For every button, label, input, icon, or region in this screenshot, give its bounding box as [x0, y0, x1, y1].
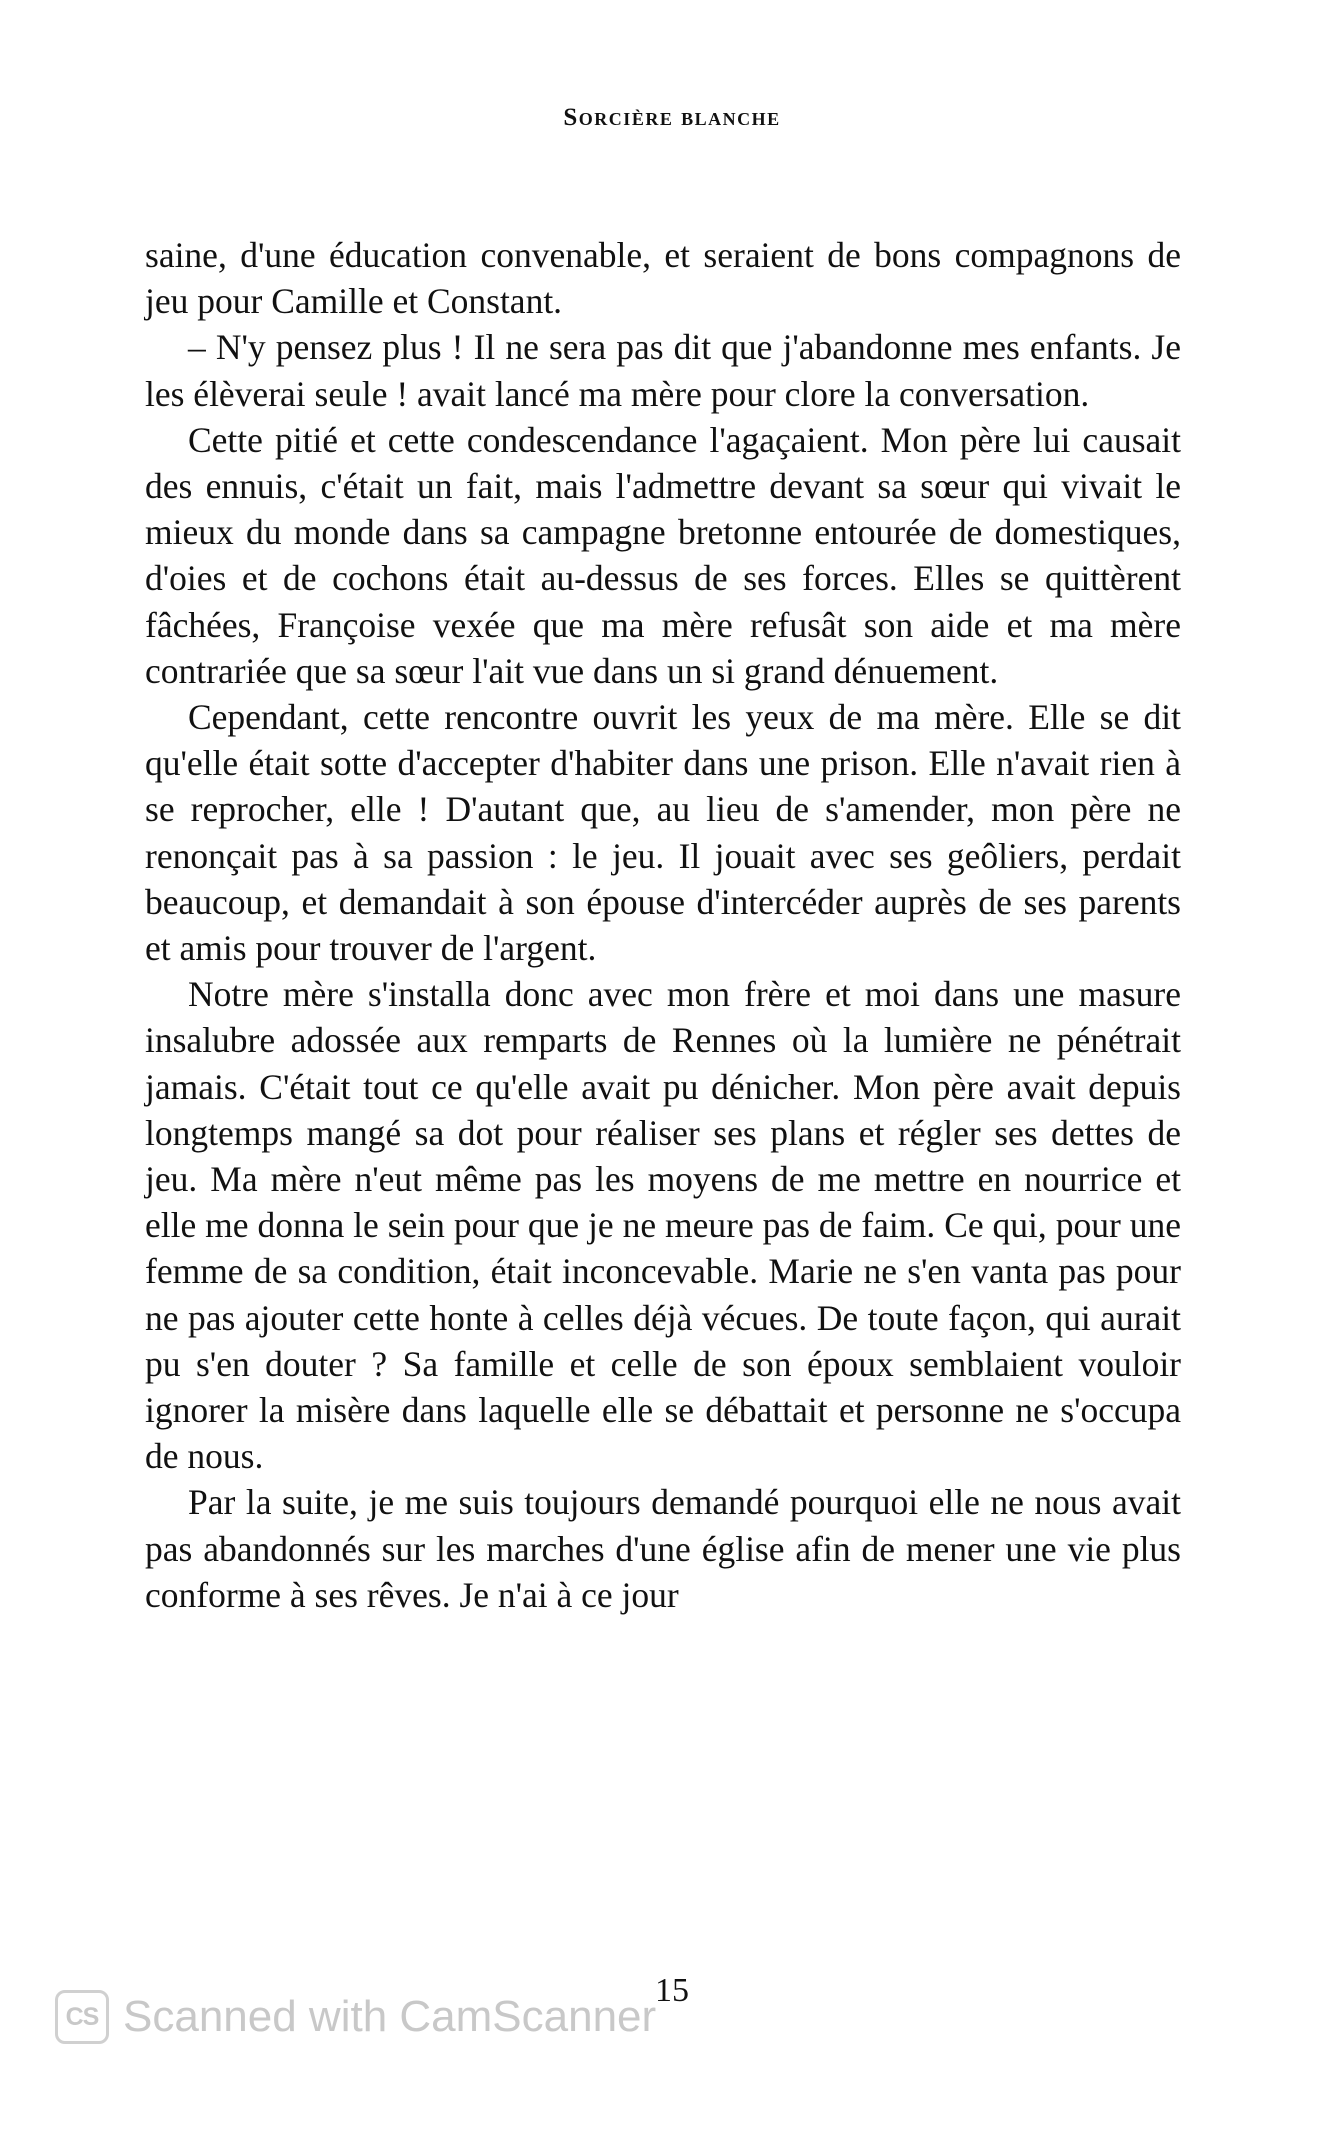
- paragraph: Par la suite, je me suis toujours demandé pourquoi elle ne nous avait pas abandonnés sur les marches d'une église afin de mener une vie plus conforme à ses rêves. Je n'ai à ce jour: [145, 1482, 1181, 1615]
- paragraph-continuation: saine, d'une éducation convenable, et seraient de bons compagnons de jeu pour Camille et Constant.: [145, 235, 1181, 322]
- running-head-title: Sorcière blanche: [563, 104, 781, 131]
- camscanner-watermark: [55, 1990, 656, 2044]
- camscanner-watermark-text: Scanned with CamScanner: [123, 1992, 657, 2041]
- camscanner-logo-icon: CS: [55, 1990, 109, 2044]
- body-text: [145, 232, 1181, 1618]
- paragraph: Cette pitié et cette condescendance l'agaçaient. Mon père lui causait des ennuis, c'était un fait, mais l'admettre devant sa sœur qui vivait le mieux du monde dans sa campagne bretonne entourée de domestiques, d'oies et de cochons était au-dessus de ses forces. Elles se quittèrent fâchées, Françoise vexée que ma mère refusât son aide et ma mère contrariée que sa sœur l'ait vue dans un si grand dénuement.: [145, 419, 1181, 691]
- paragraph-dialogue: – N'y pensez plus ! Il ne sera pas dit que j'abandonne mes enfants. Je les élèverai seule ! avait lancé ma mère pour clore la conversation.: [145, 327, 1181, 414]
- paragraph: Notre mère s'installa donc avec mon frère et moi dans une masure insalubre adossée aux remparts de Rennes où la lumière ne pénétrait jamais. C'était tout ce qu'elle avait pu dénicher. Mon père avait depuis longtemps mangé sa dot pour réaliser ses plans et régler ses dettes de jeu. Ma mère n'eut même pas les moyens de me mettre en nourrice et elle me donna le sein pour que je ne meure pas de faim. Ce qui, pour une femme de sa condition, était inconcevable. Marie ne s'en vanta pas pour ne pas ajouter cette honte à celles déjà vécues. De toute façon, qui aurait pu s'en douter ? Sa famille et celle de son époux semblaient vouloir ignorer la misère dans laquelle elle se débattait et personne ne s'occupa de nous.: [145, 974, 1181, 1477]
- paragraph: Cependant, cette rencontre ouvrit les yeux de ma mère. Elle se dit qu'elle était sotte d'accepter d'habiter dans une prison. Elle n'avait rien à se reprocher, elle ! D'autant que, au lieu de s'amender, mon père ne renonçait pas à sa passion : le jeu. Il jouait avec ses geôliers, perdait beaucoup, et demandait à son épouse d'intercéder auprès de ses parents et amis pour trouver de l'argent.: [145, 697, 1181, 969]
- page-number: 15: [655, 1972, 689, 2009]
